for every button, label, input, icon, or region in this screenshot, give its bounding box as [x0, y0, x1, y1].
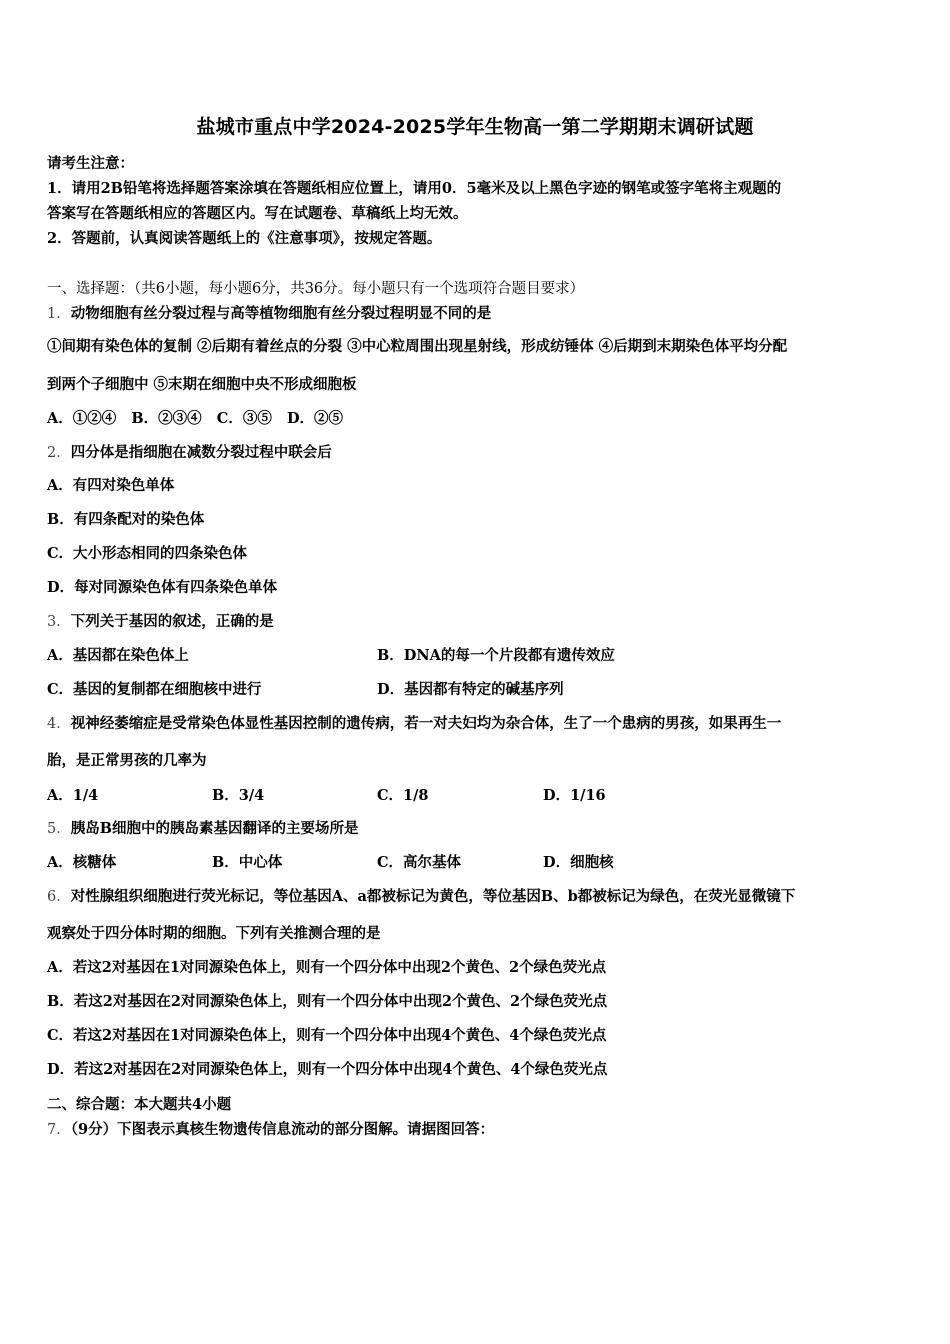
question-5: [47, 817, 359, 838]
question-5-stem: 胰岛B细胞中的胰岛素基因翻译的主要场所是: [70, 820, 359, 837]
question-6-option-c: C．若这2对基因在1对同源染色体上，则有一个四分体中出现4个黄色、4个绿色荧光点: [47, 1027, 607, 1044]
question-3-option-d: D．基因都有特定的碱基序列: [377, 681, 564, 698]
question-3-option-a: A．基因都在染色体上: [47, 647, 189, 664]
notice-item-1-line-1: 1．请用2B铅笔将选择题答案涂填在答题纸相应位置上，请用0．5毫米及以上黑色字迹的钢笔或签字笔将主观题的: [47, 180, 782, 197]
question-5-option-b: B．中心体: [212, 854, 283, 871]
question-2-number: 2．: [47, 445, 71, 461]
question-6-option-d: D．若这2对基因在2对同源染色体上，则有一个四分体中出现4个黄色、4个绿色荧光点: [47, 1061, 608, 1078]
question-4-stem-line-2: 胎，是正常男孩的几率为: [47, 752, 207, 769]
question-3-number: 3．: [47, 614, 71, 630]
question-6-stem-line-1: 对性腺组织细胞进行荧光标记，等位基因A、a都被标记为黄色，等位基因B、b都被标记为绿色，在荧光显微镜下: [70, 888, 796, 905]
question-4-option-b: B．3/4: [212, 787, 265, 804]
question-4-option-c: C．1/8: [377, 787, 429, 804]
question-2-option-a: A．有四对染色单体: [47, 477, 175, 494]
notice-item-2: 2．答题前，认真阅读答题纸上的《注意事项》，按规定答题。: [47, 230, 442, 247]
question-3: [47, 610, 274, 631]
notice-heading: 请考生注意：: [47, 155, 134, 172]
question-1-statements-line-1: ①间期有染色体的复制 ②后期有着丝点的分裂 ③中心粒周围出现星射线，形成纺锤体 ④后期到末期染色体平均分配: [47, 338, 788, 355]
question-1: [47, 302, 491, 323]
question-2-option-d: D．每对同源染色体有四条染色单体: [47, 579, 278, 596]
question-5-option-d: D．细胞核: [543, 854, 614, 871]
question-2-option-c: C．大小形态相同的四条染色体: [47, 545, 248, 562]
question-3-stem: 下列关于基因的叙述，正确的是: [70, 613, 274, 630]
page-title: 盐城市重点中学2024-2025学年生物高一第二学期期末调研试题: [196, 116, 754, 138]
section-2-heading: 二、综合题：本大题共4小题: [47, 1096, 232, 1113]
question-7-stem: （9分）下图表示真核生物遗传信息流动的部分图解。请据图回答：: [70, 1121, 495, 1138]
question-1-options: A．①②④ B．②③④ C．③⑤ D．②⑤: [47, 410, 344, 427]
notice-item-1-line-2: 答案写在答题纸相应的答题区内。写在试题卷、草稿纸上均无效。: [47, 205, 468, 222]
question-4: [47, 712, 781, 733]
question-1-stem: 动物细胞有丝分裂过程与高等植物细胞有丝分裂过程明显不同的是: [70, 305, 492, 322]
question-6-option-b: B．若这2对基因在2对同源染色体上，则有一个四分体中出现2个黄色、2个绿色荧光点: [47, 993, 608, 1010]
question-5-option-c: C．高尔基体: [377, 854, 462, 871]
section-1-heading: 一、选择题：（共6小题，每小题6分，共36分。每小题只有一个选项符合题目要求）: [47, 281, 585, 297]
question-5-option-a: A．核糖体: [47, 854, 117, 871]
question-4-number: 4．: [47, 716, 71, 732]
question-4-stem-line-1: 视神经萎缩症是受常染色体显性基因控制的遗传病，若一对夫妇均为杂合体，生了一个患病的男孩，如果再生一: [70, 715, 782, 732]
question-2-option-b: B．有四条配对的染色体: [47, 511, 205, 528]
question-6-number: 6．: [47, 889, 71, 905]
question-5-number: 5．: [47, 821, 71, 837]
question-1-statements-line-2: 到两个子细胞中 ⑤末期在细胞中央不形成细胞板: [47, 376, 357, 393]
question-2-stem: 四分体是指细胞在减数分裂过程中联会后: [70, 444, 332, 461]
question-2: [47, 441, 332, 462]
question-7-number: 7．: [47, 1122, 71, 1138]
question-3-option-c: C．基因的复制都在细胞核中进行: [47, 681, 262, 698]
question-4-option-a: A．1/4: [47, 787, 99, 804]
question-6: [47, 885, 795, 906]
question-7: [47, 1118, 494, 1139]
question-6-option-a: A．若这2对基因在1对同源染色体上，则有一个四分体中出现2个黄色、2个绿色荧光点: [47, 959, 607, 976]
question-4-option-d: D．1/16: [543, 787, 606, 804]
question-6-stem-line-2: 观察处于四分体时期的细胞。下列有关推测合理的是: [47, 925, 381, 942]
question-3-option-b: B．DNA的每一个片段都有遗传效应: [377, 647, 615, 664]
question-1-number: 1．: [47, 306, 71, 322]
